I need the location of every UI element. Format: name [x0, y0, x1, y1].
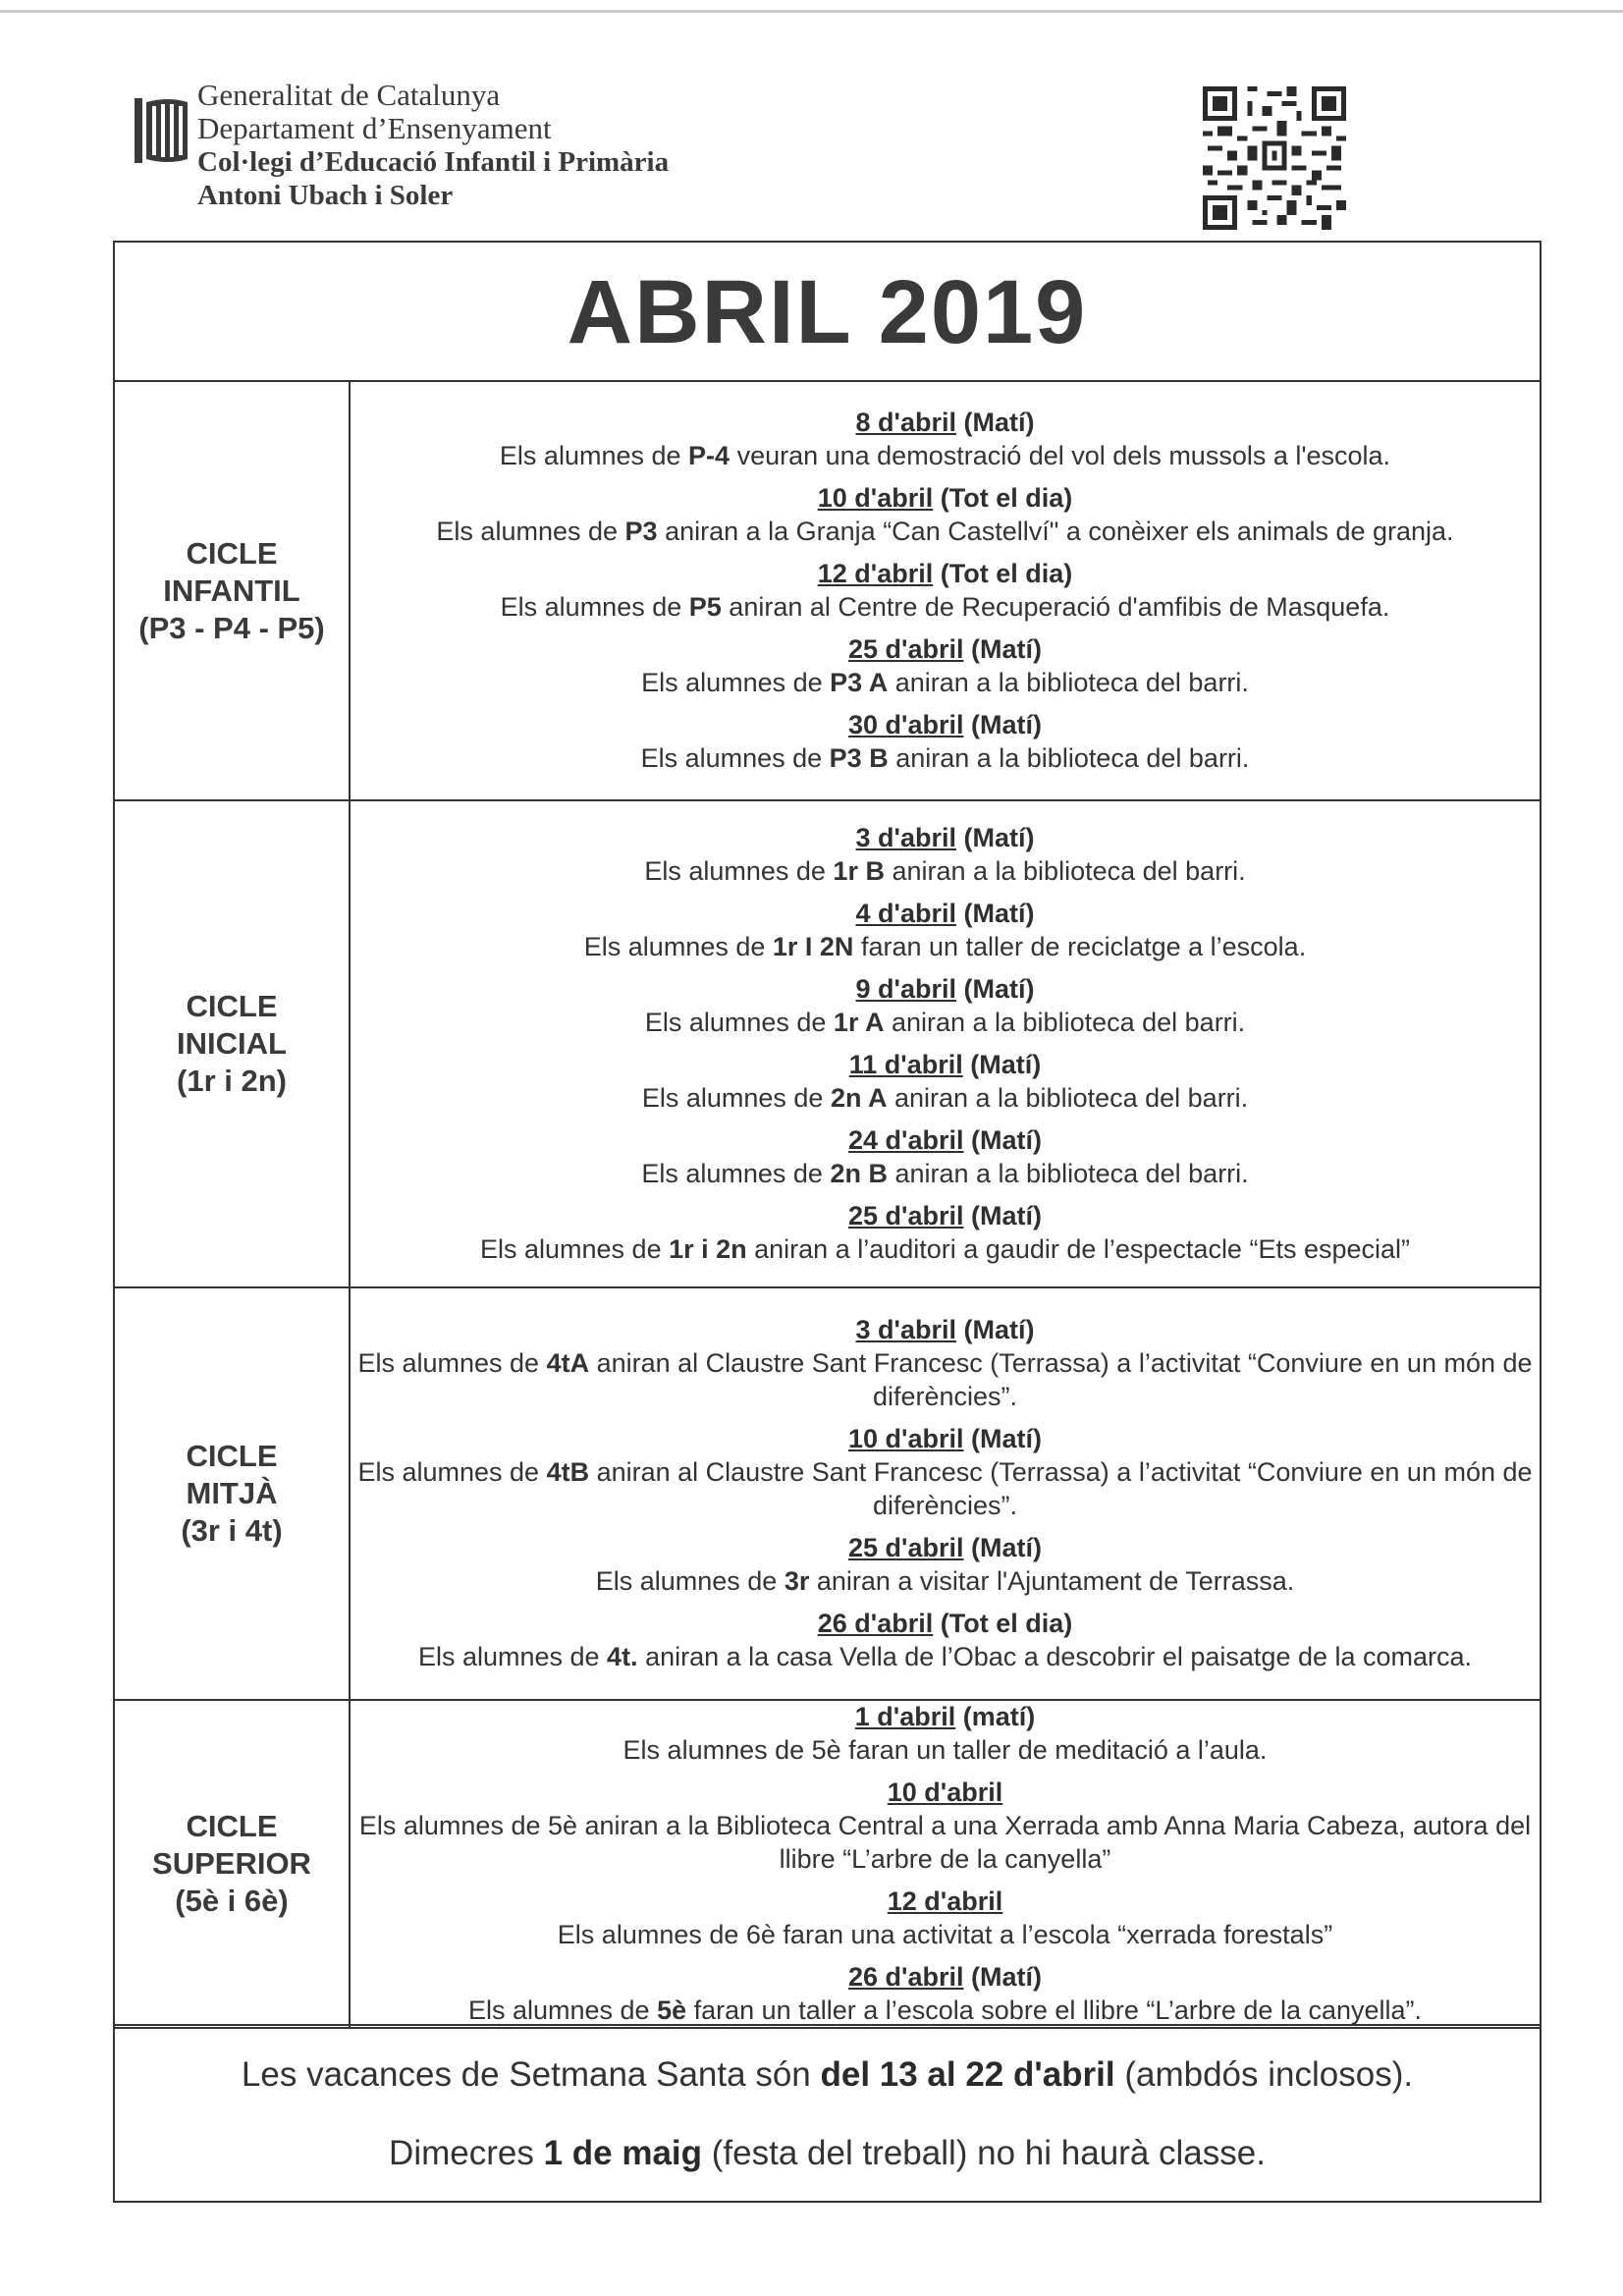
cycle-label-superior [115, 1700, 350, 2028]
event-item [351, 1200, 1540, 1266]
event-text-rest: aniran a la casa Vella de l’Obac a descobrir el paisatge de la comarca. [637, 1642, 1473, 1671]
event-item [351, 558, 1540, 624]
event-group: 4t. [607, 1642, 638, 1671]
event-text-rest: aniran a la biblioteca del barri. [888, 743, 1250, 773]
event-group: 1r B [833, 856, 885, 886]
cycle-events-superior [350, 1700, 1540, 2028]
event-item [351, 407, 1540, 472]
event-item [351, 1961, 1540, 2027]
qr-code-icon [1203, 86, 1346, 230]
event-time: (Matí) [971, 1125, 1042, 1155]
cycle-row-inicial [115, 800, 1540, 1287]
event-text: Els alumnes de [644, 856, 834, 886]
may-day-note-text: Dimecres [389, 2134, 544, 2172]
event-text: Els alumnes de 5è aniran a la Biblioteca Central a una Xerrada amb Anna Maria Cabeza, autora del llibre “L’arbre de la canyella” [358, 1811, 1532, 1874]
org-line-1: Generalitat de Catalunya [197, 78, 501, 112]
event-group: 1r A [833, 1008, 885, 1037]
event-text: Els alumnes de [595, 1566, 784, 1596]
cycle-name: CICLE [186, 989, 278, 1023]
event-date: 26 d'abril [817, 1609, 934, 1638]
event-text: Els alumnes de [500, 592, 689, 622]
cycle-events-mitja [350, 1287, 1540, 1700]
event-date: 8 d'abril [855, 408, 956, 437]
event-item [351, 1777, 1540, 1876]
event-text-rest: aniran a visitar l'Ajuntament de Terrassa. [809, 1566, 1295, 1596]
cycle-row-superior [115, 1700, 1540, 2028]
events-table [115, 382, 1540, 2029]
cycle-label-mitja [115, 1287, 350, 1700]
event-time: (Matí) [963, 1315, 1035, 1344]
generalitat-logo-icon [133, 96, 189, 165]
event-text: Els alumnes de 5è faran un taller de meditació a l’aula. [622, 1735, 1268, 1765]
event-text-rest: aniran a la biblioteca del barri. [888, 668, 1249, 697]
cycle-events-inicial [350, 800, 1540, 1287]
cycle-name: CICLE [186, 535, 278, 571]
event-text: Els alumnes de [467, 1995, 658, 2025]
event-item [351, 1608, 1540, 1673]
event-item [351, 633, 1540, 699]
event-date: 12 d'abril [817, 559, 934, 588]
event-date: 4 d'abril [855, 899, 956, 928]
event-item [351, 1701, 1540, 1767]
cycle-line2: INFANTIL [163, 573, 300, 608]
event-item [351, 1314, 1540, 1413]
event-time: (Matí) [963, 974, 1035, 1004]
event-item [351, 898, 1540, 963]
event-group: P3 [624, 517, 658, 546]
event-text-rest: aniran al Claustre Sant Francesc (Terrassa) a l’activitat “Conviure en un món de diferències”. [589, 1457, 1533, 1520]
holiday-note-rest: (ambdós inclosos). [1114, 2055, 1414, 2094]
title-box [115, 243, 1540, 382]
may-day-date: 1 de maig [543, 2134, 703, 2172]
event-time: (Matí) [971, 1424, 1042, 1453]
event-date: 12 d'abril [887, 1886, 1003, 1916]
event-group: 2n B [830, 1159, 888, 1188]
event-text: Els alumnes de 6è faran una activitat a l’escola “xerrada forestals” [557, 1920, 1333, 1949]
cycle-name: CICLE [186, 1809, 278, 1843]
event-date: 1 d'abril [854, 1702, 956, 1731]
event-time: (Matí) [971, 1533, 1042, 1562]
org-line-4: Antoni Ubach i Soler [197, 180, 454, 211]
event-text: Els alumnes de [644, 1008, 834, 1037]
event-text: Els alumnes de [357, 1457, 547, 1487]
org-line-3: Col·legi d’Educació Infantil i Primària [197, 146, 670, 178]
event-date: 24 d'abril [848, 1125, 964, 1155]
org-line-2: Departament d’Ensenyament [197, 111, 552, 145]
event-text-rest: aniran al Centre de Recuperació d'amfibis de Masquefa. [721, 592, 1390, 622]
holiday-note [115, 2055, 1540, 2095]
event-group: P-4 [688, 441, 730, 470]
cycle-line2: SUPERIOR [152, 1846, 311, 1881]
event-item [351, 1532, 1540, 1598]
event-date: 3 d'abril [855, 823, 956, 852]
event-date: 11 d'abril [848, 1050, 963, 1079]
cycle-label-inicial [115, 800, 350, 1287]
event-text: Els alumnes de [641, 1083, 831, 1113]
school-header [133, 79, 1360, 226]
event-text-rest: aniran a la biblioteca del barri. [887, 1083, 1249, 1113]
event-text: Els alumnes de [417, 1642, 608, 1671]
cycle-label-infantil [115, 382, 350, 800]
event-time: (Matí) [963, 823, 1035, 852]
cycle-line3: (3r i 4t) [181, 1513, 283, 1548]
event-text: Els alumnes de [640, 743, 830, 773]
event-date: 10 d'abril [848, 1424, 964, 1453]
event-time: (matí) [962, 1702, 1036, 1731]
event-item [351, 482, 1540, 548]
event-date: 25 d'abril [848, 1533, 964, 1562]
event-item [351, 1124, 1540, 1190]
may-day-note-rest: (festa del treball) no hi haurà classe. [702, 2134, 1266, 2172]
event-group: 2n A [830, 1083, 888, 1113]
event-text-rest: veuran una demostració del vol dels mussols a l'escola. [730, 441, 1391, 470]
event-time: (Matí) [971, 710, 1042, 739]
event-date: 26 d'abril [848, 1962, 964, 1992]
cycle-line2: INICIAL [177, 1026, 287, 1061]
event-time: (Matí) [963, 899, 1035, 928]
event-item [351, 709, 1540, 775]
cycle-name: CICLE [186, 1439, 278, 1473]
event-group: 4tA [546, 1348, 590, 1378]
event-date: 9 d'abril [855, 974, 956, 1004]
event-date: 25 d'abril [848, 634, 964, 664]
event-date: 30 d'abril [848, 710, 964, 739]
event-time: (Tot el dia) [940, 483, 1073, 513]
event-item [351, 1049, 1540, 1115]
event-text-rest: aniran a l’auditori a gaudir de l’espectacle “Ets especial” [746, 1234, 1411, 1264]
event-group: 4tB [546, 1457, 590, 1487]
may-day-note [115, 2134, 1540, 2173]
event-date: 3 d'abril [855, 1315, 956, 1344]
event-item [351, 1886, 1540, 1951]
organization-name [197, 79, 669, 212]
event-time: (Matí) [971, 1962, 1042, 1992]
event-time: (Tot el dia) [940, 559, 1073, 588]
holiday-dates: del 13 al 22 d'abril [820, 2055, 1115, 2094]
event-group: P3 A [830, 668, 889, 697]
event-group: 3r [784, 1566, 810, 1596]
event-item [351, 822, 1540, 888]
event-text-rest: aniran a la Granja “Can Castellví" a conèixer els animals de granja. [657, 517, 1454, 546]
top-rule [0, 10, 1623, 13]
cycle-row-mitja [115, 1287, 1540, 1700]
event-text-rest: aniran a la biblioteca del barri. [884, 856, 1246, 886]
cycle-line3: (P3 - P4 - P5) [138, 610, 325, 645]
event-text: Els alumnes de [479, 1234, 670, 1264]
event-time: (Matí) [971, 1201, 1042, 1230]
event-text: Els alumnes de [357, 1348, 547, 1378]
event-text-rest: aniran a la biblioteca del barri. [884, 1008, 1246, 1037]
event-group: P3 B [829, 743, 889, 773]
event-text-rest: aniran al Claustre Sant Francesc (Terrassa) a l’activitat “Conviure en un món de diferències”. [589, 1348, 1533, 1411]
event-group: 1r i 2n [669, 1234, 747, 1264]
event-group: 5è [657, 1995, 687, 2025]
event-text: Els alumnes de [641, 668, 831, 697]
event-text-rest: faran un taller de reciclatge a l’escola. [853, 932, 1307, 961]
cycle-line3: (1r i 2n) [177, 1064, 287, 1098]
holiday-note-text: Les vacances de Setmana Santa són [241, 2055, 821, 2094]
cycle-line2: MITJÀ [186, 1476, 278, 1510]
page-title: ABRIL 2019 [567, 262, 1088, 362]
cycle-line3: (5è i 6è) [175, 1884, 289, 1918]
cycle-row-infantil [115, 382, 1540, 800]
event-text: Els alumnes de [436, 517, 625, 546]
event-group: 1r I 2N [772, 932, 854, 961]
event-item [351, 973, 1540, 1039]
footer-notes [115, 2024, 1540, 2203]
event-group: P5 [688, 592, 722, 622]
event-text: Els alumnes de [641, 1159, 831, 1188]
event-time: (Tot el dia) [940, 1609, 1073, 1638]
calendar-frame [113, 241, 1542, 2203]
event-item [351, 1423, 1540, 1522]
event-date: 25 d'abril [848, 1201, 964, 1230]
event-time: (Matí) [963, 408, 1035, 437]
event-time: (Matí) [971, 634, 1042, 664]
event-text: Els alumnes de [499, 441, 689, 470]
event-time: (Matí) [970, 1050, 1042, 1079]
event-date: 10 d'abril [887, 1777, 1003, 1807]
event-text-rest: aniran a la biblioteca del barri. [887, 1159, 1249, 1188]
event-date: 10 d'abril [817, 483, 934, 513]
event-text: Els alumnes de [583, 932, 773, 961]
event-text-rest: faran un taller a l’escola sobre el llibre “L’arbre de la canyella”. [686, 1995, 1423, 2025]
cycle-events-infantil [350, 382, 1540, 800]
